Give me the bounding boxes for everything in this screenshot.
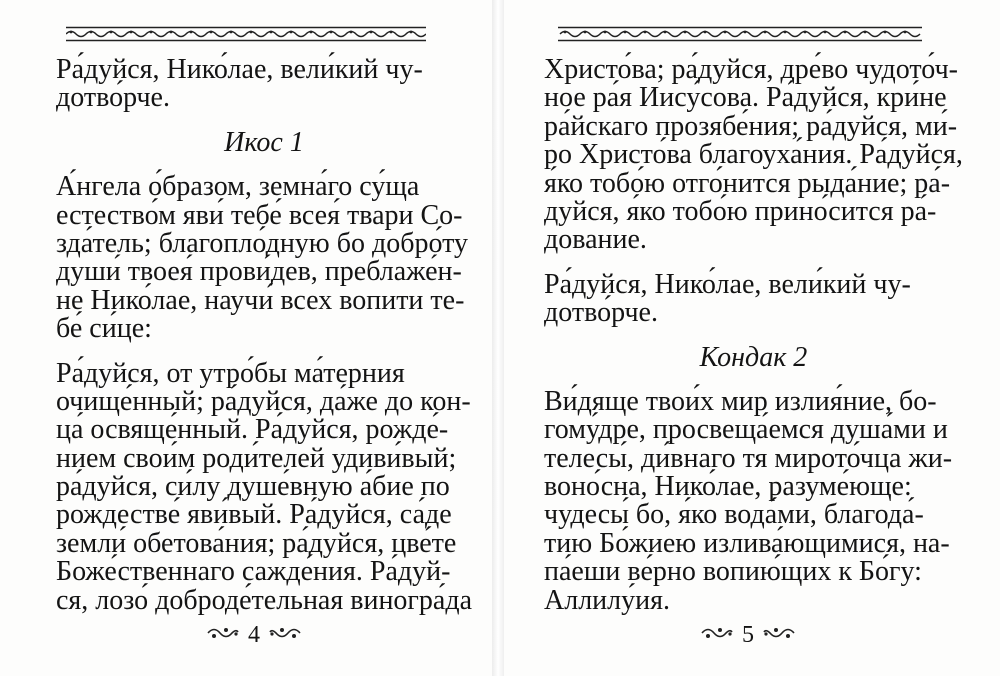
text-line: души́ твоея́ прови́дев, преблаже́н-	[56, 256, 462, 288]
text-line: ра́дуйся, си́лу душе́вную а́бие по	[56, 471, 450, 503]
text-line: дование.	[544, 224, 647, 256]
floral-folio-ornament-icon	[206, 625, 240, 646]
right-page	[504, 0, 1000, 676]
text-line: Ра́дуйся, Нико́лае, вели́кий чу-	[56, 54, 423, 85]
left-page	[0, 0, 492, 676]
text-line: дотво́рче.	[56, 82, 170, 114]
page-number-4	[206, 622, 302, 648]
text-line: Ра́дуйся, Нико́лае, вели́кий чу-	[544, 268, 911, 300]
left-page-text	[56, 56, 472, 615]
floral-header-ornament-icon	[66, 26, 426, 42]
text-line: ро Христо́ва благоуха́ния. Ра́дуйся,	[544, 139, 963, 171]
text-line: А́нгела о́бразом, земна́го су́ща	[56, 171, 420, 203]
text-line: Аллилу́ия.	[544, 584, 670, 616]
text-line: тию Бо́жиею излива́ющимися, на-	[544, 527, 950, 559]
floral-folio-ornament-icon	[268, 625, 302, 646]
text-line: дуйся, я́ко тобо́ю прино́сится ра́-	[544, 195, 937, 227]
book-gutter	[492, 0, 504, 676]
text-line: дотво́рче.	[544, 297, 658, 329]
text-line: ра́йскаго прозябе́ния; ра́дуйся, ми́-	[544, 110, 958, 142]
text-line: воно́сна, Нико́лае, разуме́юще:	[544, 471, 912, 503]
text-line: Христо́ва; ра́дуйся, дре́во чудото́ч-	[544, 54, 958, 85]
text-line: ное ра́я Иису́сова. Ра́дуйся, кри́не	[544, 82, 947, 114]
floral-folio-ornament-icon	[700, 625, 734, 646]
text-line: очище́нный; ра́дуйся, да́же до кон-	[56, 385, 471, 417]
text-line: гому́дре, просвеща́емся душа́ми и	[544, 414, 948, 446]
text-line: зда́тель; благопло́дную бо добро́ту	[56, 227, 468, 259]
text-line: телесы́, ди́внаго тя мирото́чца жи-	[544, 442, 953, 474]
page-number: 5	[742, 622, 754, 648]
right-page-text	[544, 56, 963, 615]
page-number: 4	[248, 622, 260, 648]
text-line: чудесы́ бо, я́ко вода́ми, благода́-	[544, 499, 924, 531]
text-line: па́еши ве́рно вопию́щих к Бо́гу:	[544, 556, 922, 588]
section-heading: Икос 1	[224, 126, 304, 158]
text-line: не Нико́лае, научи́ всех вопити те-	[56, 284, 465, 316]
text-line: земли́ обетова́ния; ра́дуйся, цве́те	[56, 527, 457, 559]
text-line: Ви́дяще твои́х мир излия́ние, бо-	[544, 385, 937, 417]
text-line: ся, лозо́ доброде́тельная виногра́да	[56, 584, 473, 616]
text-line: ца́ освяще́нный. Ра́дуйся, рожде́-	[56, 414, 449, 446]
section-heading: Кондак 2	[699, 341, 808, 373]
floral-header-ornament-icon	[558, 26, 922, 42]
page-number-5	[700, 622, 796, 648]
text-line: нием свои́м роди́телей удиви́вый;	[56, 442, 457, 474]
text-line: бе́ си́це:	[56, 313, 152, 345]
text-line: Боже́ственнаго сажде́ния. Ра́дуй-	[56, 556, 451, 588]
text-line: Ра́дуйся, от утро́бы ма́терния	[56, 357, 405, 389]
text-line: естество́м яви́ тебе́ всея́ твари Со-	[56, 199, 463, 231]
floral-folio-ornament-icon	[762, 625, 796, 646]
text-line: я́ко тобо́ю отго́нится рыда́ние; ра́-	[544, 167, 951, 199]
text-line: рождестве́ яви́вый. Ра́дуйся, са́де	[56, 499, 452, 531]
